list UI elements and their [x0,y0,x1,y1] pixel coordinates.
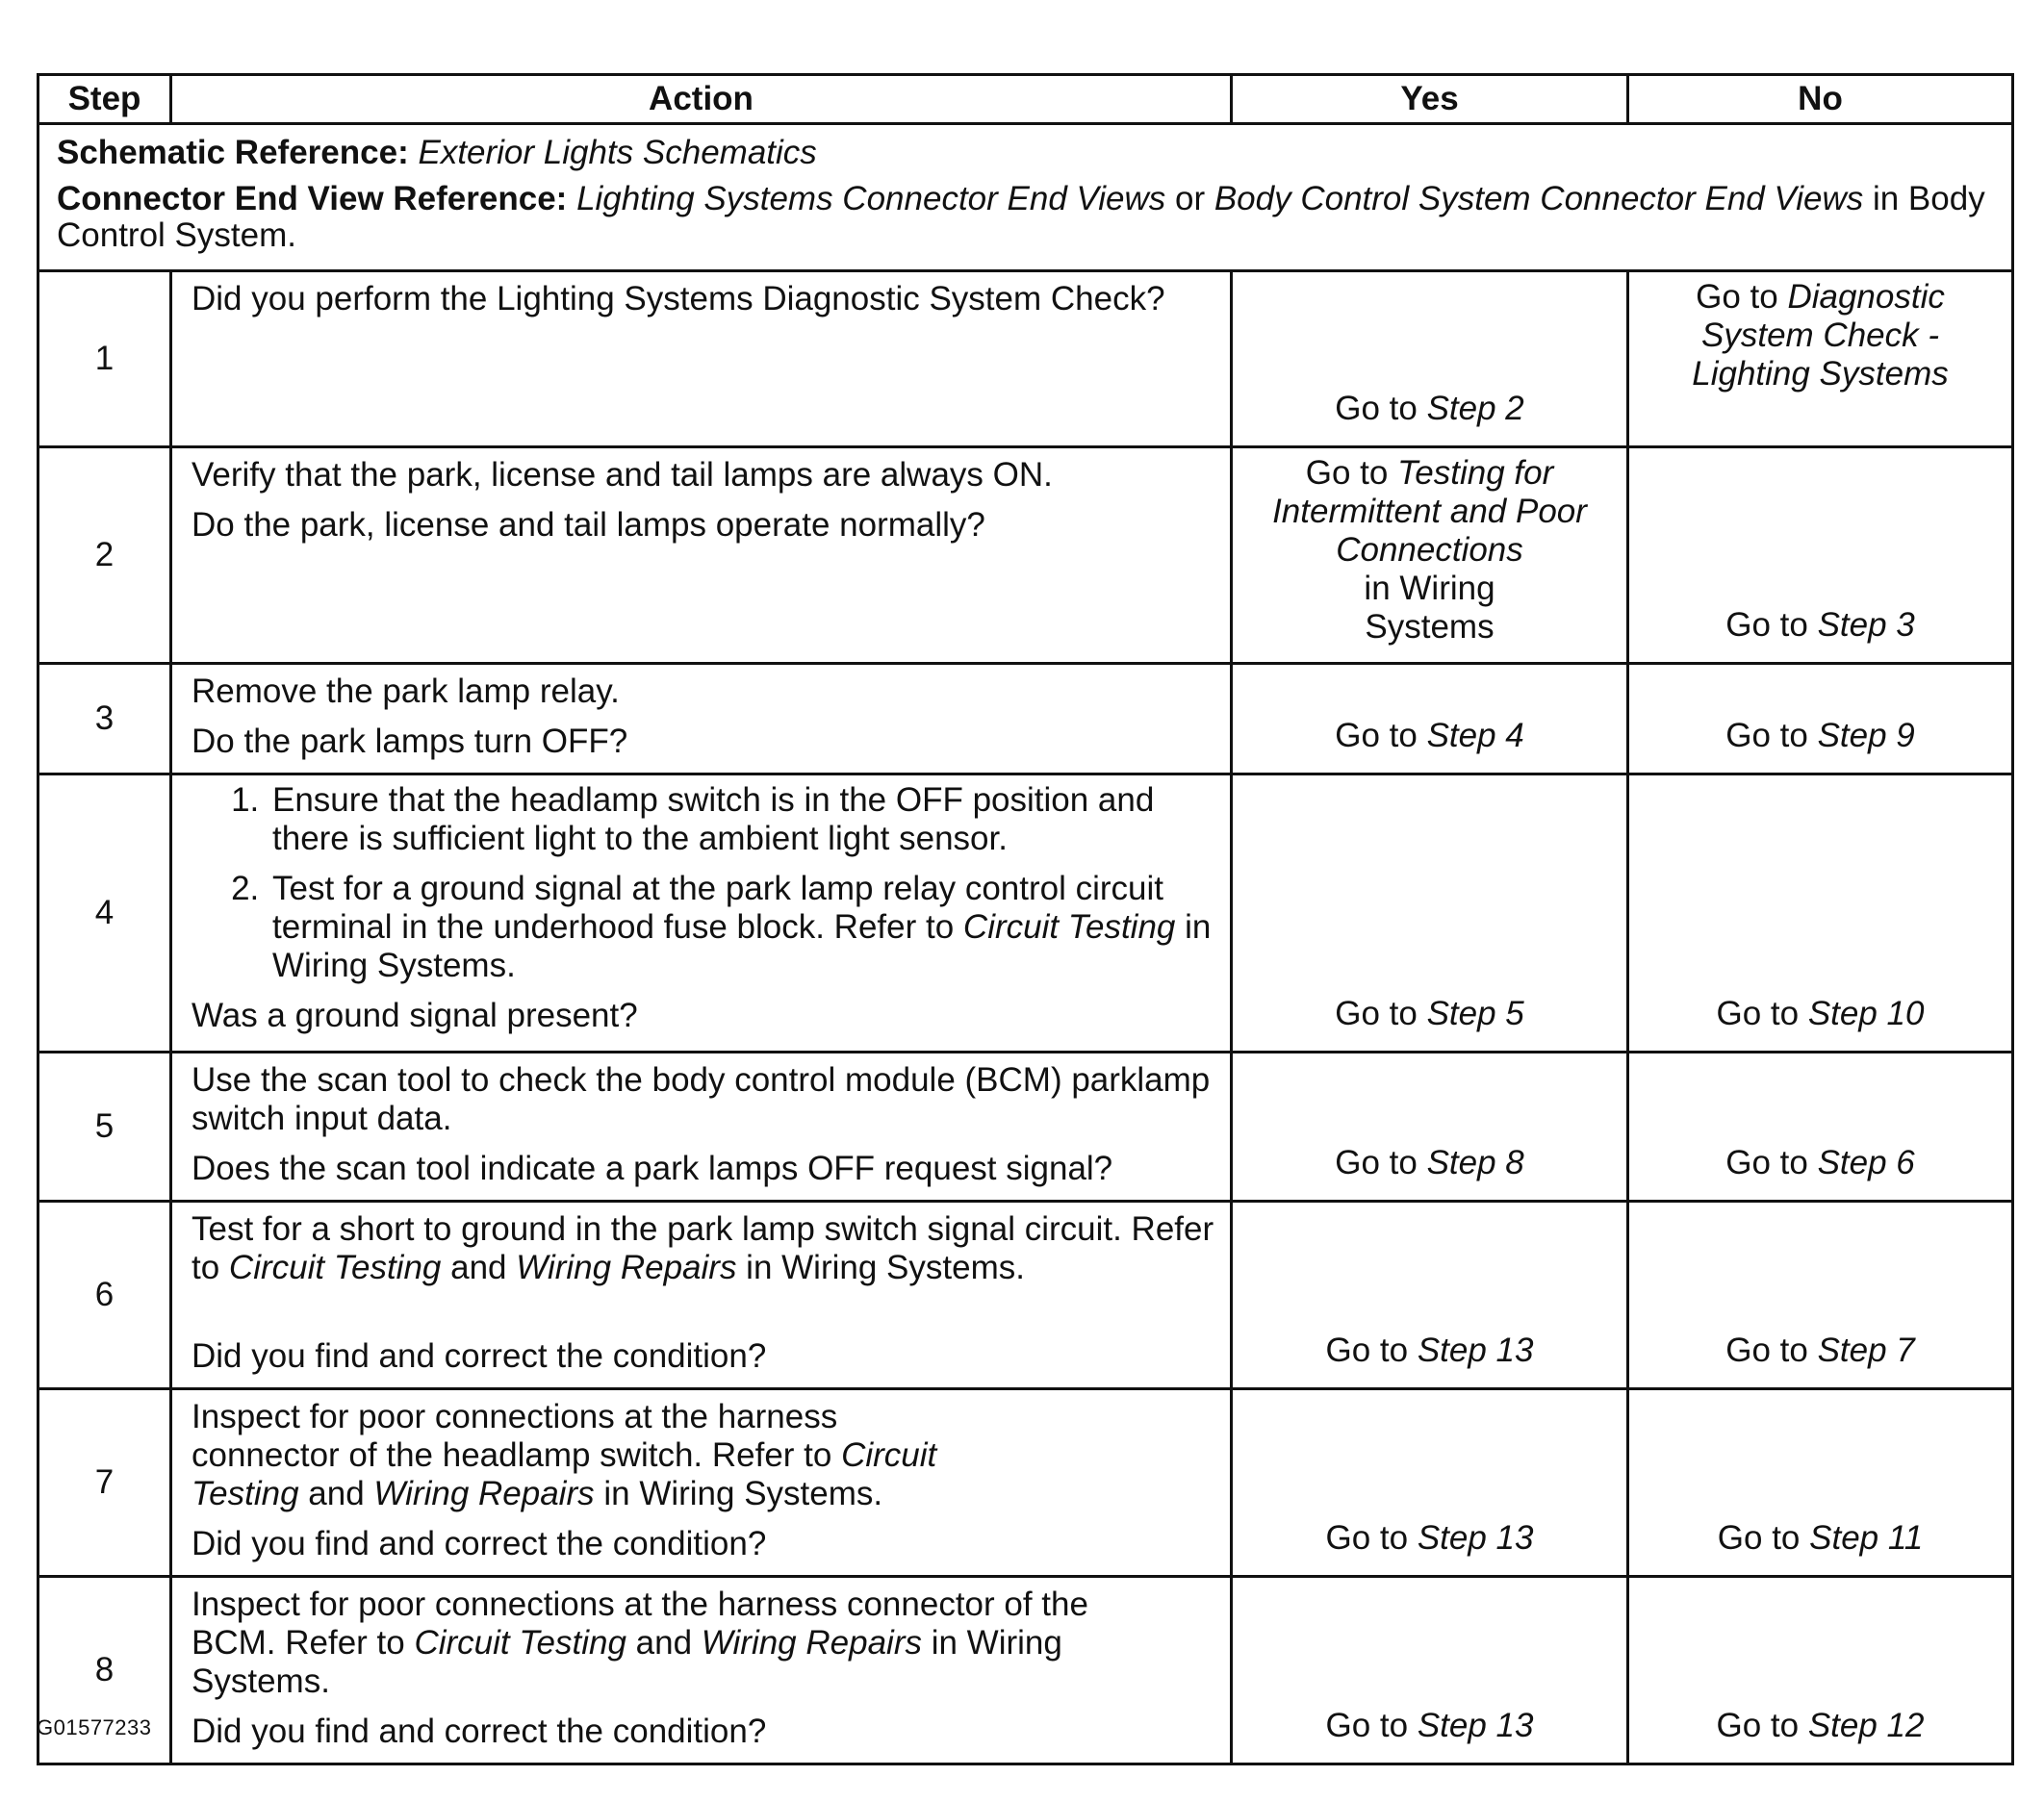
header-step: Step [38,75,171,124]
step-number: 3 [38,664,171,774]
yes-result [1242,1519,1617,1558]
table-row [38,664,2013,774]
step-number: 2 [38,447,171,664]
step-number: 8 [38,1577,171,1764]
yes-result [1242,1144,1617,1182]
table-row [38,774,2013,1053]
action-question: Did you find and correct the condition? [192,1525,767,1562]
yes-cell [1232,1577,1628,1764]
action-text-and: and [441,1249,517,1286]
no-prefix: Go to [1725,606,1818,644]
action-text-suffix: in Wiring Systems. [594,1475,883,1512]
schematic-reference-link: Exterior Lights Schematics [418,134,817,171]
no-step-link: Step 12 [1807,1707,1925,1744]
action-text [192,1398,1216,1513]
action-question: Does the scan tool indicate a park lamps OFF request signal? [192,1150,1113,1187]
no-cell [1628,271,2013,447]
no-step-link: Step 7 [1817,1332,1915,1369]
connector-reference-label: Connector End View Reference: [57,180,568,217]
step-number: 6 [38,1202,171,1389]
yes-result [1242,454,1617,647]
no-result [1639,995,2002,1033]
step-number: 7 [38,1389,171,1577]
table-row [38,1053,2013,1202]
action-cell [171,1202,1232,1389]
no-result [1639,1707,2002,1745]
yes-result [1242,995,1617,1033]
action-text: Verify that the park, license and tail lamps are always ON. [192,456,1053,494]
no-cell [1628,1577,2013,1764]
step-number: 1 [38,271,171,447]
action-cell [171,1389,1232,1577]
action-text: Use the scan tool to check the body control module (BCM) parklamp switch input data. [192,1061,1211,1137]
action-cell [171,1053,1232,1202]
yes-prefix: Go to [1325,1707,1418,1744]
no-step-link: Step 9 [1817,717,1915,754]
action-text-suffix: in Wiring Systems. [192,1624,1062,1700]
header-action: Action [171,75,1232,124]
circuit-testing-link: Circuit Testing [962,908,1176,946]
no-cell [1628,664,2013,774]
action-text: Did you perform the Lighting Systems Diagnostic System Check? [192,280,1165,317]
connector-reference-link-2: Body Control System Connector End Views [1214,180,1864,217]
connector-reference-or: or [1165,180,1214,217]
no-step-link: Step 11 [1809,1519,1924,1557]
yes-cell [1232,1389,1628,1577]
header-row [38,75,2013,124]
figure-id: G01577233 [37,1715,152,1739]
yes-prefix: Go to [1325,1519,1418,1557]
no-cell [1628,1053,2013,1202]
action-question: Did you find and correct the condition? [192,1337,767,1375]
header-no: No [1628,75,2013,124]
no-prefix: Go to [1716,995,1808,1032]
step-number: 4 [38,774,171,1053]
no-result [1639,278,2002,393]
yes-cell [1232,1053,1628,1202]
schematic-reference [57,135,1994,171]
yes-cell [1232,774,1628,1053]
no-step-link: Step 3 [1817,606,1915,644]
list-item-text: Test for a ground signal at the park lamp relay control circuit terminal in the underhood fuse block. Refer to [272,870,1163,946]
yes-suffix: in Wiring Systems [1364,570,1495,646]
no-cell [1628,447,2013,664]
no-result [1639,606,2002,645]
action-text [192,1210,1216,1287]
yes-prefix: Go to [1335,717,1427,754]
list-item [268,870,1216,985]
no-prefix: Go to [1725,1332,1818,1369]
yes-step-link: Step 4 [1426,717,1524,754]
action-text [192,1586,1216,1701]
wiring-repairs-link: Wiring Repairs [373,1475,595,1512]
yes-step-link: Step 13 [1417,1332,1534,1369]
table-row [38,271,2013,447]
action-cell [171,774,1232,1053]
action-question: Did you find and correct the condition? [192,1713,767,1750]
action-text-suffix: in Wiring Systems. [736,1249,1025,1286]
yes-step-link: Step 13 [1417,1519,1534,1557]
action-question: Do the park lamps turn OFF? [192,723,628,760]
diagnostic-table [37,73,2014,1765]
connector-reference [57,181,1994,254]
action-cell [171,664,1232,774]
yes-result [1242,1332,1617,1370]
no-prefix: Go to [1717,1519,1810,1557]
no-result [1639,1519,2002,1558]
table-row [38,447,2013,664]
reference-cell [38,124,2013,271]
yes-prefix: Go to [1335,390,1427,427]
action-cell [171,1577,1232,1764]
yes-result [1242,1707,1617,1745]
action-text-part: Test for a short to ground in the park lamp switch signal circuit. Refer to [192,1210,1214,1286]
action-text: Remove the park lamp relay. [192,673,620,710]
no-step-link: Step 6 [1817,1144,1915,1181]
no-step-link: Step 10 [1807,995,1925,1032]
no-cell [1628,1202,2013,1389]
header-yes: Yes [1232,75,1628,124]
no-result [1639,717,2002,755]
list-item-suffix: in Wiring Systems. [272,908,1212,984]
action-cell [171,271,1232,447]
table-row [38,1577,2013,1764]
no-cell [1628,1389,2013,1577]
no-result [1639,1332,2002,1370]
yes-cell [1232,1202,1628,1389]
no-cell [1628,774,2013,1053]
action-question: Was a ground signal present? [192,997,638,1034]
no-prefix: Go to [1696,278,1788,316]
action-list [192,781,1216,985]
yes-cell [1232,664,1628,774]
yes-result [1242,717,1617,755]
action-text-and: and [626,1624,702,1662]
yes-cell [1232,271,1628,447]
no-prefix: Go to [1716,1707,1808,1744]
yes-step-link: Step 2 [1426,390,1524,427]
action-text-part: Inspect for poor connections at the harness connector of the headlamp switch. Refer to [192,1398,842,1474]
step-number: 5 [38,1053,171,1202]
connector-reference-suffix: in Body Control System. [57,180,1985,254]
table-row [38,1202,2013,1389]
yes-prefix: Go to [1325,1332,1418,1369]
reference-row [38,124,2013,271]
yes-cell [1232,447,1628,664]
no-prefix: Go to [1725,1144,1818,1181]
action-cell [171,447,1232,664]
yes-step-link: Step 8 [1426,1144,1524,1181]
yes-prefix: Go to [1335,995,1427,1032]
action-text-and: and [298,1475,374,1512]
yes-step-link: Step 5 [1426,995,1524,1032]
circuit-testing-link: Circuit Testing [192,1436,937,1512]
wiring-repairs-link: Wiring Repairs [701,1624,922,1662]
schematic-reference-label: Schematic Reference: [57,134,409,171]
action-text-part: Inspect for poor connections at the harness connector of the BCM. Refer to [192,1586,1088,1662]
wiring-repairs-link: Wiring Repairs [516,1249,737,1286]
circuit-testing-link: Circuit Testing [228,1249,442,1286]
connector-reference-link-1: Lighting Systems Connector End Views [576,180,1166,217]
action-question: Do the park, license and tail lamps operate normally? [192,506,985,544]
yes-step-link: Step 13 [1417,1707,1534,1744]
yes-step-link: Testing for Intermittent and Poor Connections [1272,454,1587,569]
no-result [1639,1144,2002,1182]
table-row [38,1389,2013,1577]
yes-prefix: Go to [1305,454,1398,492]
list-item: 1. Ensure that the headlamp switch is in the OFF position and there is sufficient light to the ambient light sensor. [268,781,1216,858]
no-step-link: Diagnostic System Check - Lighting Systems [1692,278,1949,393]
circuit-testing-link: Circuit Testing [414,1624,626,1662]
no-prefix: Go to [1725,717,1818,754]
yes-result [1242,390,1617,428]
yes-prefix: Go to [1335,1144,1427,1181]
